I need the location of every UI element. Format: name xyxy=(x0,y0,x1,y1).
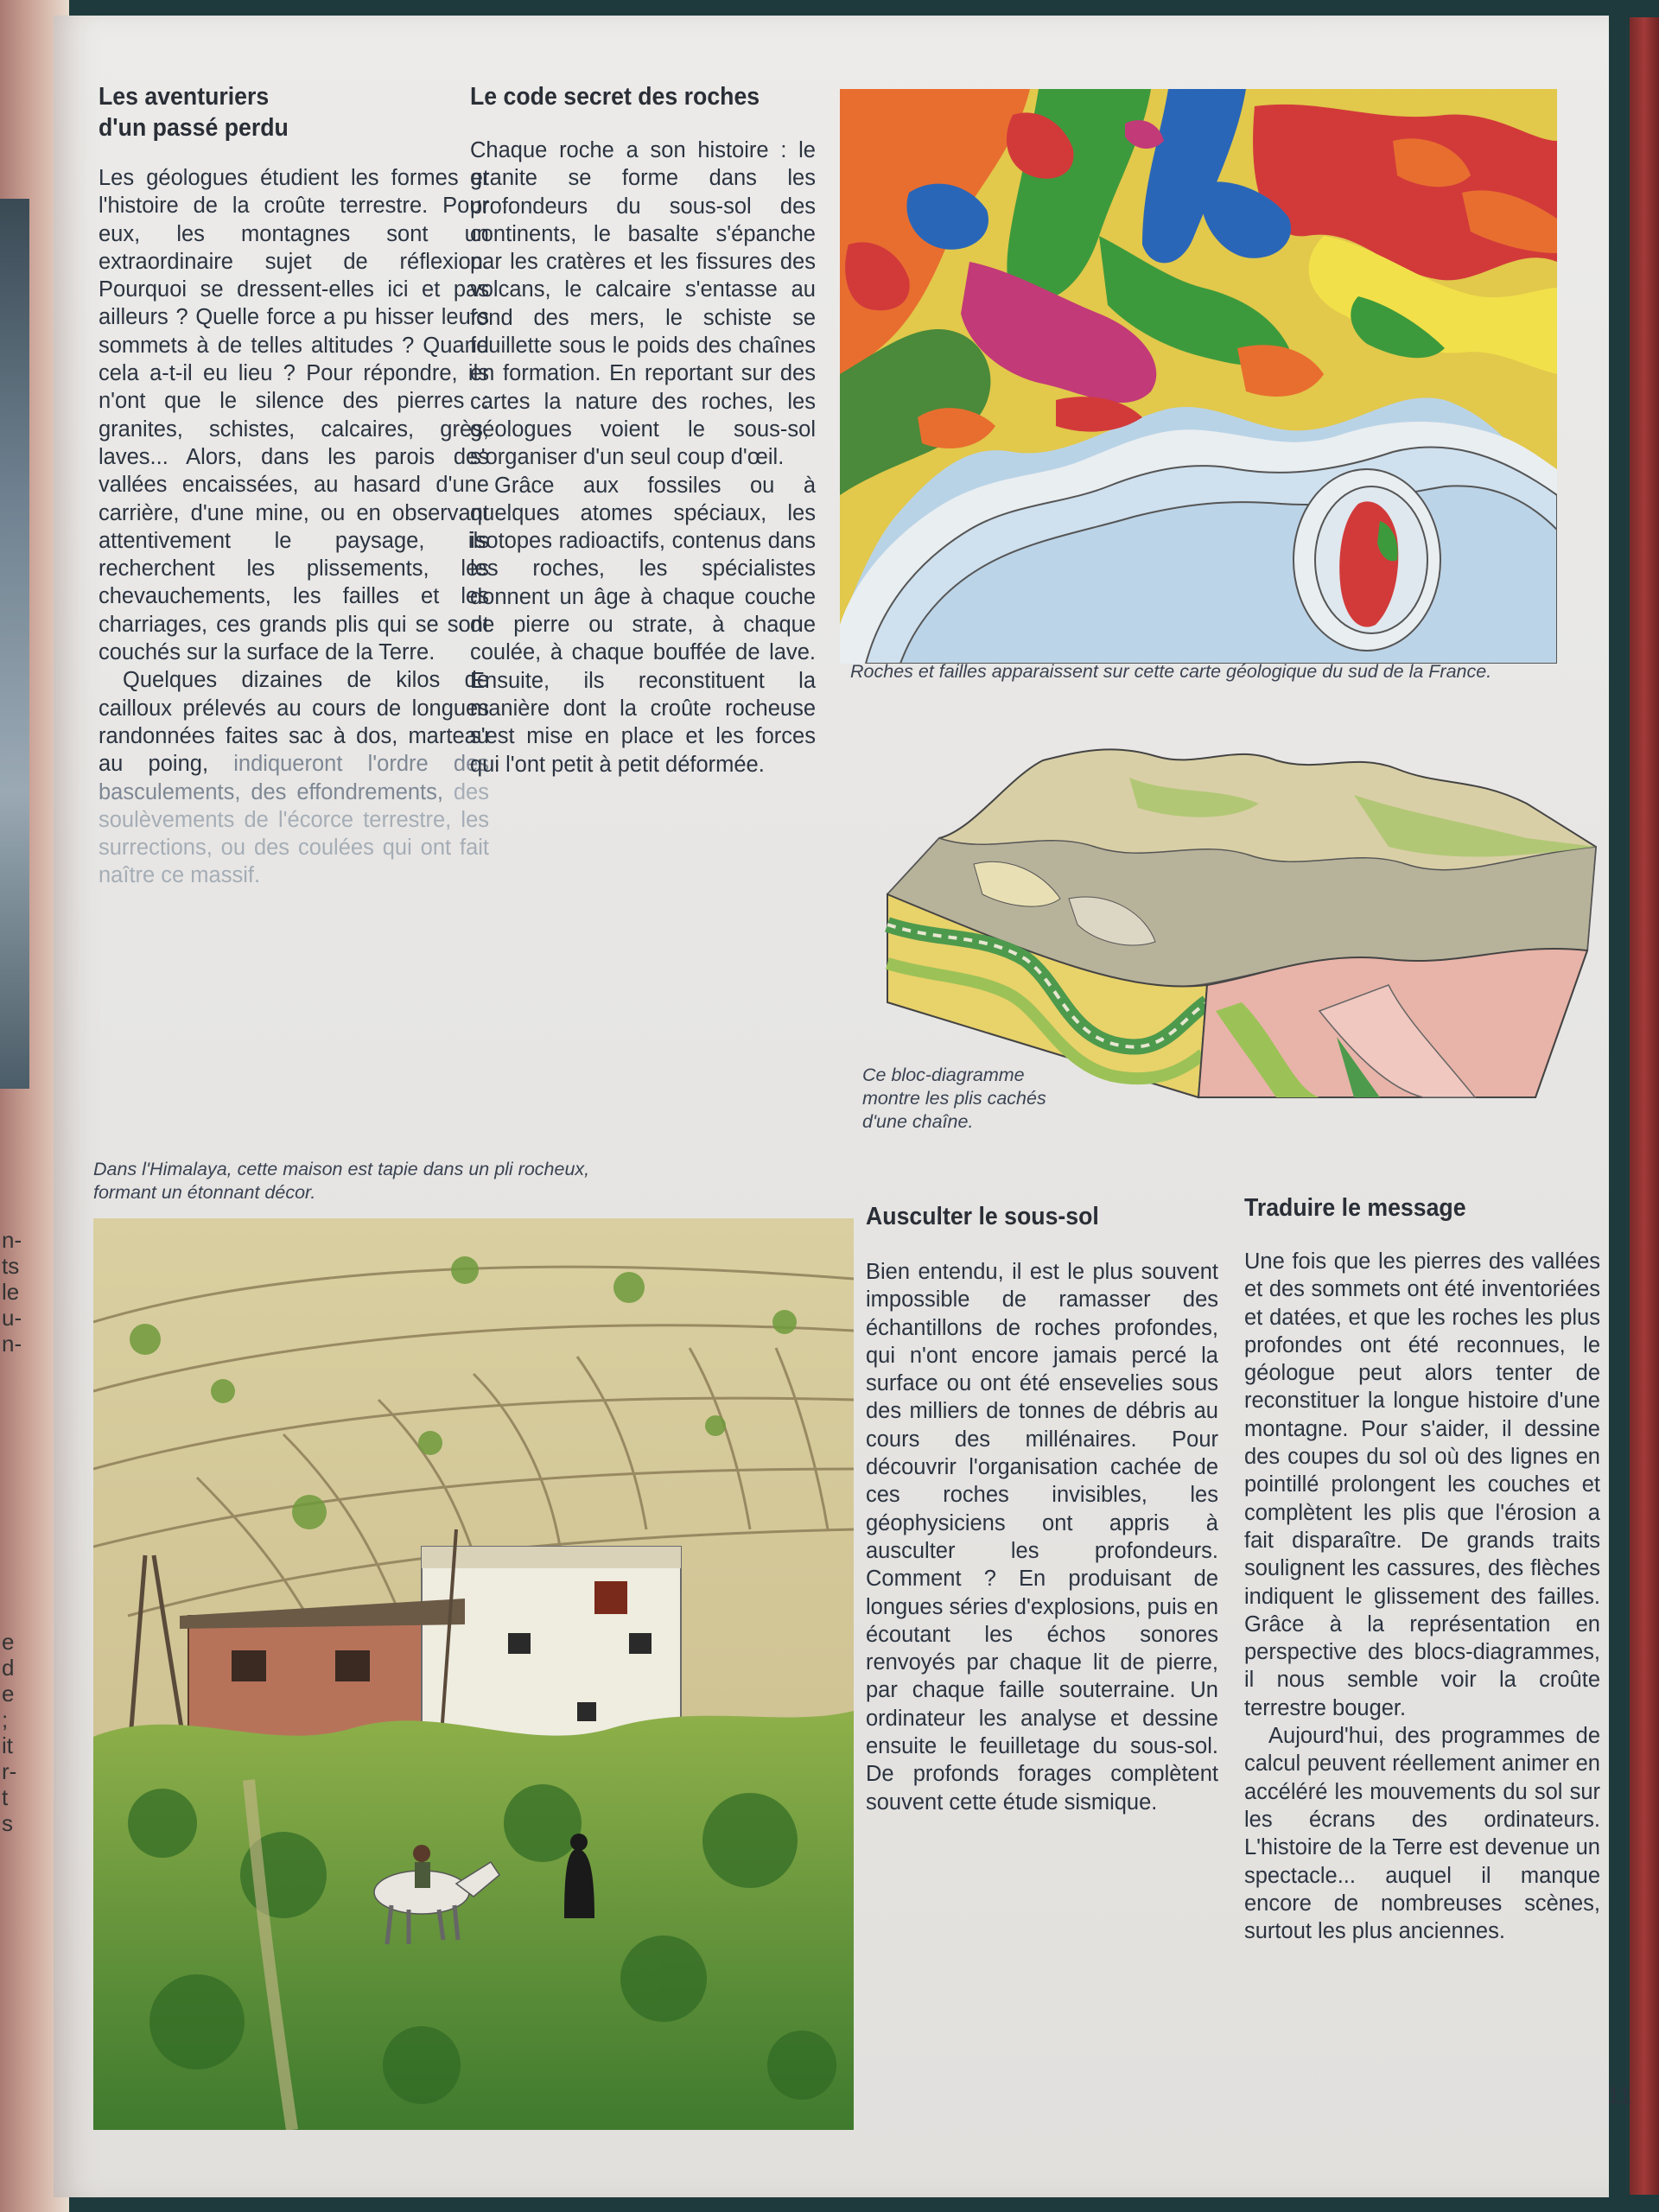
column-aventuriers xyxy=(99,81,489,890)
facing-page-photo-edge xyxy=(0,199,29,1089)
heading-aventuriers: Les aventuriers d'un passé perdu xyxy=(99,83,289,142)
himalaya-house-illustration xyxy=(93,1218,854,2130)
paragraph: Quelques dizaines de kilos de cailloux prélevés au cours de longues randonnées faites sac à dos, marteau au poing, indiqueront l'ordre des basculements, des effondrements, des soulèvements de l'écorce terrestre, les surrections, ou des coulées qui ont fait naître ce massif. xyxy=(99,668,490,888)
paragraph: Aujourd'hui, des programmes de calcul peuvent réellement animer en accéléré les mouvements du sol sur les écrans des ordinateurs. L'histoire de la Terre est devenue un spectacle... auquel il manque encore de nombreuses scènes, surtout les plus anciennes. xyxy=(1244,1724,1600,1944)
paragraph: Chaque roche a son histoire : le granite se forme dans les profondeurs du sous-sol des continents, le basalte s'épanche par les cratères et les fissures des volcans, le calcaire s'entasse au fond des mers, le schiste se feuillette sous le poids des chaînes en formation. En reportant sur des cartes la nature des roches, les géologues voient le sous-sol s'organiser d'un seul coup d'œil. xyxy=(470,138,816,470)
paragraph: Une fois que les pierres des vallées et des sommets ont été inventoriées et datées, et que les roches les plus profondes ont été reconnues, le géologue peut alors tenter de reconstituer la longue histoire d'une montagne. Pour s'aider, il dessine des coupes du sol où des lignes en pointillé prolongent les couches et complètent les plis que l'érosion a fait disparaître. De grands traits soulignent les cassures, des flèches indiquent le glissement des failles. Grâce à la représentation en perspective des blocs-diagrammes, il nous semble voir la croûte terrestre bouger. xyxy=(1244,1249,1600,1720)
paragraph: Les géologues étudient les formes et l'histoire de la croûte terrestre. Pour eux, les montagnes sont un extraordinaire sujet de réflexion. Pourquoi se dressent-elles ici et pas ailleurs ? Quelle force a pu hisser leurs sommets à de telles altitudes ? Quand cela a-t-il eu lieu ? Pour répondre, ils n'ont que le silence des pierres : granites, schistes, calcaires, grès, laves... Alors, dans les parois des vallées encaissées, au hasard d'une carrière, d'une mine, ou en observant attentivement le paysage, ils recherchent les plissements, les chevauchements, les failles et les charriages, ces grands plis qui se sont couchés sur la surface de la Terre. xyxy=(99,166,489,665)
column-traduire xyxy=(1244,1192,1600,1945)
book-cover-edge xyxy=(1630,17,1659,2195)
block-diagram-caption: Ce bloc-diagramme montre les plis cachés d'une chaîne. xyxy=(862,1065,1046,1132)
map-caption: Roches et failles apparaissent sur cette carte géologique du sud de la France. xyxy=(850,661,1492,682)
himalaya-caption: Dans l'Himalaya, cette maison est tapie dans un pli rocheux, formant un étonnant décor. xyxy=(93,1159,590,1203)
heading-traduire: Traduire le message xyxy=(1244,1194,1466,1222)
book-page xyxy=(54,16,1632,2197)
heading-code-secret: Le code secret des roches xyxy=(470,83,760,111)
column-ausculter xyxy=(866,1201,1218,1816)
facing-page-text-b: e d e ; it r- t s xyxy=(2,1629,17,1836)
geological-map-illustration xyxy=(840,89,1557,664)
paragraph: Bien entendu, il est le plus souvent impossible de ramasser des échantillons de roches profondes, qui n'ont encore jamais percé la surface ou ont été ensevelies sous des milliers de tonnes de débris au cours des millénaires. Pour découvrir l'organisation cachée de ces roches invisibles, les géophysiciens ont appris à ausculter les profondeurs. Comment ? En produisant de longues séries d'explosions, puis en écoutant les échos sonores renvoyés par chaque lit de pierre, par chaque faille souterraine. Un ordinateur les analyse et dessine ensuite le feuilletage du sous-sol. De profonds forages complètent souvent cette étude sismique. xyxy=(866,1260,1218,1815)
paragraph: Grâce aux fossiles ou à quelques atomes spéciaux, les isotopes radioactifs, contenus dans les roches, les spécialistes donnent un âge à chaque couche de pierre ou strate, à chaque coulée, à chaque bouffée de lave. Ensuite, ils reconstituent la manière dont la croûte rocheuse s'est mise en place et les forces qui l'ont petit à petit déformée. xyxy=(470,473,816,777)
facing-page-text-a: n- ts le u- n- xyxy=(2,1227,22,1357)
page-number: 11 xyxy=(1607,2082,1632,2108)
column-code-secret xyxy=(470,81,816,779)
heading-ausculter: Ausculter le sous-sol xyxy=(866,1203,1099,1230)
